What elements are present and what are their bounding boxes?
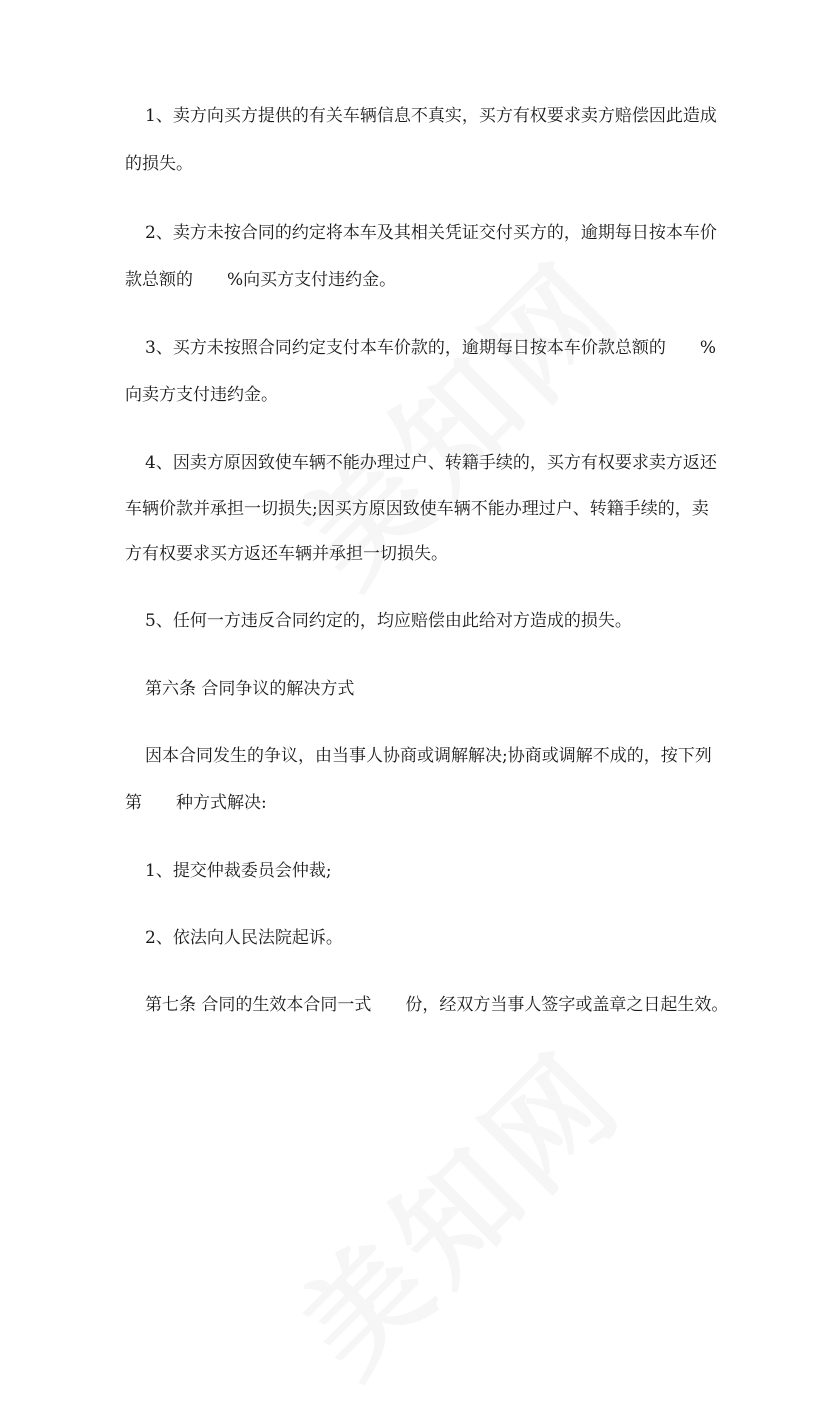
paragraph-line: 因本合同发生的争议，由当事人协商或调解解决;协商或调解不成的，按下列 bbox=[145, 746, 712, 766]
section-heading: 第六条 合同争议的解决方式 bbox=[145, 679, 355, 699]
section-heading: 第七条 合同的生效本合同一式 份，经双方当事人签字或盖章之日起生效。 bbox=[145, 995, 729, 1015]
paragraph-line: 4、因卖方原因致使车辆不能办理过户、转籍手续的，买方有权要求卖方返还 bbox=[145, 453, 717, 473]
paragraph-line: 2、卖方未按合同的约定将本车及其相关凭证交付买方的，逾期每日按本车价 bbox=[145, 223, 717, 243]
paragraph-line: 的损失。 bbox=[125, 154, 193, 174]
paragraph-line: 款总额的 %向买方支付违约金。 bbox=[125, 270, 397, 290]
paragraph-line: 2、依法向人民法院起诉。 bbox=[145, 928, 343, 948]
paragraph-line: 1、卖方向买方提供的有关车辆信息不真实，买方有权要求卖方赔偿因此造成 bbox=[145, 106, 717, 126]
paragraph-line: 方有权要求买方返还车辆并承担一切损失。 bbox=[125, 544, 448, 564]
paragraph-line: 3、买方未按照合同约定支付本车价款的，逾期每日按本车价款总额的 % bbox=[145, 338, 716, 358]
paragraph-line: 向卖方支付违约金。 bbox=[125, 385, 278, 405]
paragraph-line: 5、任何一方违反合同约定的，均应赔偿由此给对方造成的损失。 bbox=[145, 611, 632, 631]
paragraph-line: 第 种方式解决: bbox=[125, 793, 267, 813]
paragraph-line: 车辆价款并承担一切损失;因买方原因致使车辆不能办理过户、转籍手续的，卖 bbox=[125, 499, 709, 519]
paragraph-line: 1、提交仲裁委员会仲裁; bbox=[145, 861, 332, 881]
